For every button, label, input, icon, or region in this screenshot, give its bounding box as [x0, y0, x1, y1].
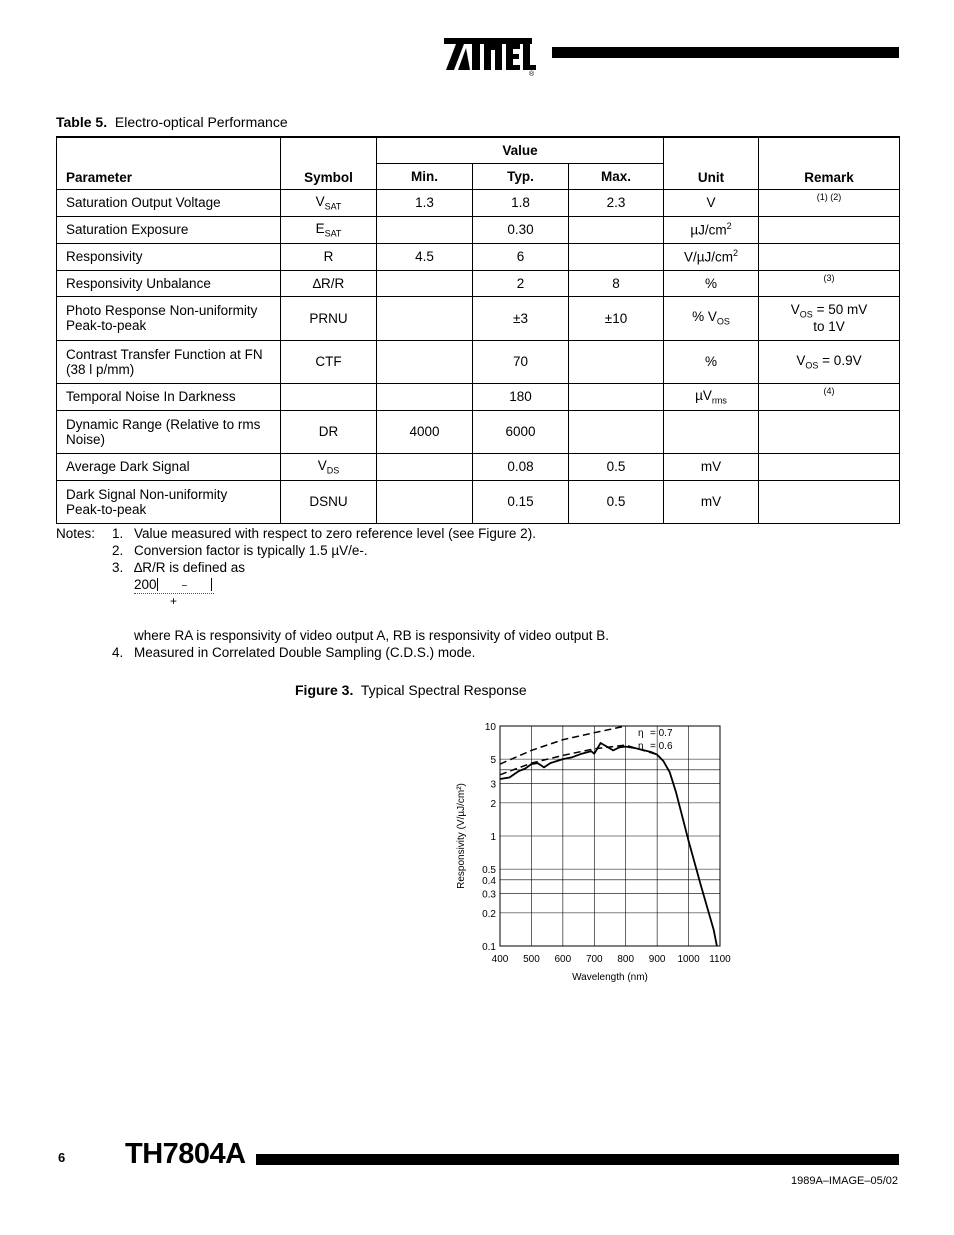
cell-unit: mV [664, 480, 759, 523]
cell-max: 0.5 [569, 453, 664, 480]
electro-optical-table [56, 136, 900, 524]
cell-parameter: Responsivity Unbalance [57, 270, 281, 296]
formula-top: 200 − [134, 576, 212, 595]
cell-typ: 2 [473, 270, 569, 296]
cell-remark [759, 453, 900, 480]
cell-remark [759, 480, 900, 523]
svg-text:®: ® [529, 71, 535, 78]
cell-unit: % $V_{OS}$ [664, 296, 759, 340]
cell-parameter: Dark Signal Non-uniformity Peak-to-peak [57, 480, 281, 523]
cell-symbol: R [281, 243, 377, 270]
legend-eta: η [638, 741, 644, 752]
figure-caption: Figure 3. Typical Spectral Response [295, 682, 527, 698]
legend-value: = 0.7 [650, 728, 673, 739]
cell-unit: V [664, 189, 759, 216]
document-title: TH7804A [125, 1138, 246, 1170]
cell-typ: 6 [473, 243, 569, 270]
y-tick-label: 0.4 [482, 875, 496, 887]
table-row [57, 383, 900, 410]
note-text: ∆R/R is defined as [134, 560, 246, 575]
cell-symbol: DSNU [281, 480, 377, 523]
x-tick-label: 1100 [709, 954, 731, 965]
atmel-logo [440, 28, 540, 78]
cell-remark: $V_{OS} = 0.9V$ [759, 340, 900, 383]
cell-parameter: Photo Response Non-uniformity Peak-to-peak [57, 296, 281, 340]
y-axis-label: Responsivity (V/µJ/cm²) [456, 783, 467, 889]
series-line-2 [500, 745, 657, 775]
table-row [57, 480, 900, 523]
cell-symbol: CTF [281, 340, 377, 383]
y-tick-label: 0.3 [482, 889, 496, 901]
cell-typ: 0.08 [473, 453, 569, 480]
cell-typ: 1.8 [473, 189, 569, 216]
x-tick-label: 900 [648, 954, 666, 965]
note-text: Measured in Correlated Double Sampling (C.D.S.) mode. [134, 645, 476, 660]
cell-max [569, 340, 664, 383]
note-number: 4. [112, 645, 124, 660]
cell-min [377, 340, 473, 383]
y-tick-label: 3 [490, 779, 496, 791]
y-tick-label: 0.2 [482, 908, 496, 920]
header-parameter: Parameter [57, 137, 281, 189]
legend-eta: η [638, 728, 644, 739]
formula-bottom: + [170, 594, 178, 608]
y-tick-label: 0.5 [482, 865, 496, 877]
y-tick-label: 0.1 [482, 942, 496, 953]
cell-max [569, 216, 664, 243]
cell-min: 4000 [377, 410, 473, 453]
table-row [57, 270, 900, 296]
x-tick-label: 700 [585, 954, 603, 965]
document-code: 1989A–IMAGE–05/02 [790, 1175, 898, 1187]
cell-typ: 0.30 [473, 216, 569, 243]
cell-remark: (4) [759, 383, 900, 410]
cell-min [377, 480, 473, 523]
y-tick-label: 10 [484, 722, 496, 733]
cell-typ: 180 [473, 383, 569, 410]
cell-unit: % [664, 340, 759, 383]
y-tick-label: 1 [490, 832, 496, 843]
cell-remark [759, 243, 900, 270]
cell-typ: 0.15 [473, 480, 569, 523]
cell-remark: (1) (2) [759, 189, 900, 216]
cell-symbol: $E_{SAT}$ [281, 216, 377, 243]
note-text: Value measured with respect to zero reference level (see Figure 2). [134, 526, 536, 541]
header-value: Value [377, 137, 664, 163]
cell-unit [664, 410, 759, 453]
cell-max: 8 [569, 270, 664, 296]
cell-max: ±10 [569, 296, 664, 340]
cell-min: 1.3 [377, 189, 473, 216]
legend-value: = 0.6 [650, 741, 673, 752]
notes-label: Notes: [56, 526, 96, 541]
x-tick-label: 1000 [677, 954, 700, 965]
note-where-text: where RA is responsivity of video output A, RB is responsivity of video output B. [134, 628, 609, 643]
cell-parameter: Temporal Noise In Darkness [57, 383, 281, 410]
x-tick-label: 500 [523, 954, 540, 965]
table-row [57, 189, 900, 216]
table-row [57, 243, 900, 270]
cell-parameter: Saturation Output Voltage [57, 189, 281, 216]
x-axis-label: Wavelength (nm) [572, 972, 648, 983]
cell-symbol: $V_{DS}$ [281, 453, 377, 480]
cell-symbol: ∆R/R [281, 270, 377, 296]
header-min: Min. [377, 163, 473, 189]
note-number: 2. [112, 543, 124, 558]
cell-unit: % [664, 270, 759, 296]
spectral-response-chart [450, 718, 750, 988]
table-row [57, 296, 900, 340]
cell-remark [759, 216, 900, 243]
cell-unit: $V/\mu J/cm^2$ [664, 243, 759, 270]
cell-unit: µV$_{rms}$ [664, 383, 759, 410]
table-row [57, 453, 900, 480]
cell-symbol: PRNU [281, 296, 377, 340]
cell-typ: 6000 [473, 410, 569, 453]
table-caption: Table 5. Electro-optical Performance [56, 114, 288, 130]
header-max: Max. [569, 163, 664, 189]
cell-max [569, 410, 664, 453]
note-number: 3. [112, 560, 124, 575]
note-number: 1. [112, 526, 124, 541]
cell-min [377, 296, 473, 340]
cell-parameter: Dynamic Range (Relative to rms Noise) [57, 410, 281, 453]
page-number: 6 [58, 1150, 66, 1165]
cell-unit: $\mu J/cm^2$ [664, 216, 759, 243]
cell-parameter: Responsivity [57, 243, 281, 270]
header-unit: Unit [664, 137, 759, 189]
cell-remark [759, 410, 900, 453]
table-notes [56, 525, 899, 665]
cell-min [377, 453, 473, 480]
cell-parameter: Contrast Transfer Function at FN (38 l p/mm) [57, 340, 281, 383]
cell-min: 4.5 [377, 243, 473, 270]
cell-parameter: Average Dark Signal [57, 453, 281, 480]
x-tick-label: 400 [491, 954, 509, 965]
note-text: Conversion factor is typically 1.5 µV/e-. [134, 543, 368, 558]
series-line-0 [500, 743, 717, 946]
cell-remark: $V_{OS} = 50$ mV to 1V [759, 296, 900, 340]
cell-max [569, 383, 664, 410]
cell-remark: (3) [759, 270, 900, 296]
cell-symbol: DR [281, 410, 377, 453]
header-remark: Remark [759, 137, 900, 189]
cell-unit: mV [664, 453, 759, 480]
cell-max: 2.3 [569, 189, 664, 216]
cell-min [377, 383, 473, 410]
cell-symbol [281, 383, 377, 410]
table-row [57, 216, 900, 243]
table-row [57, 340, 900, 383]
footer-rule [256, 1154, 899, 1165]
cell-symbol: $V_{SAT}$ [281, 189, 377, 216]
cell-max [569, 243, 664, 270]
x-tick-label: 800 [617, 954, 635, 965]
cell-parameter: Saturation Exposure [57, 216, 281, 243]
cell-min [377, 270, 473, 296]
cell-typ: 70 [473, 340, 569, 383]
table-row [57, 410, 900, 453]
cell-typ: ±3 [473, 296, 569, 340]
formula-underline [134, 592, 214, 594]
header-typ: Typ. [473, 163, 569, 189]
header-symbol: Symbol [281, 137, 377, 189]
cell-min [377, 216, 473, 243]
cell-max: 0.5 [569, 480, 664, 523]
y-tick-label: 5 [490, 755, 496, 767]
y-tick-label: 2 [490, 798, 496, 810]
header-rule [552, 47, 899, 58]
x-tick-label: 600 [554, 954, 572, 965]
